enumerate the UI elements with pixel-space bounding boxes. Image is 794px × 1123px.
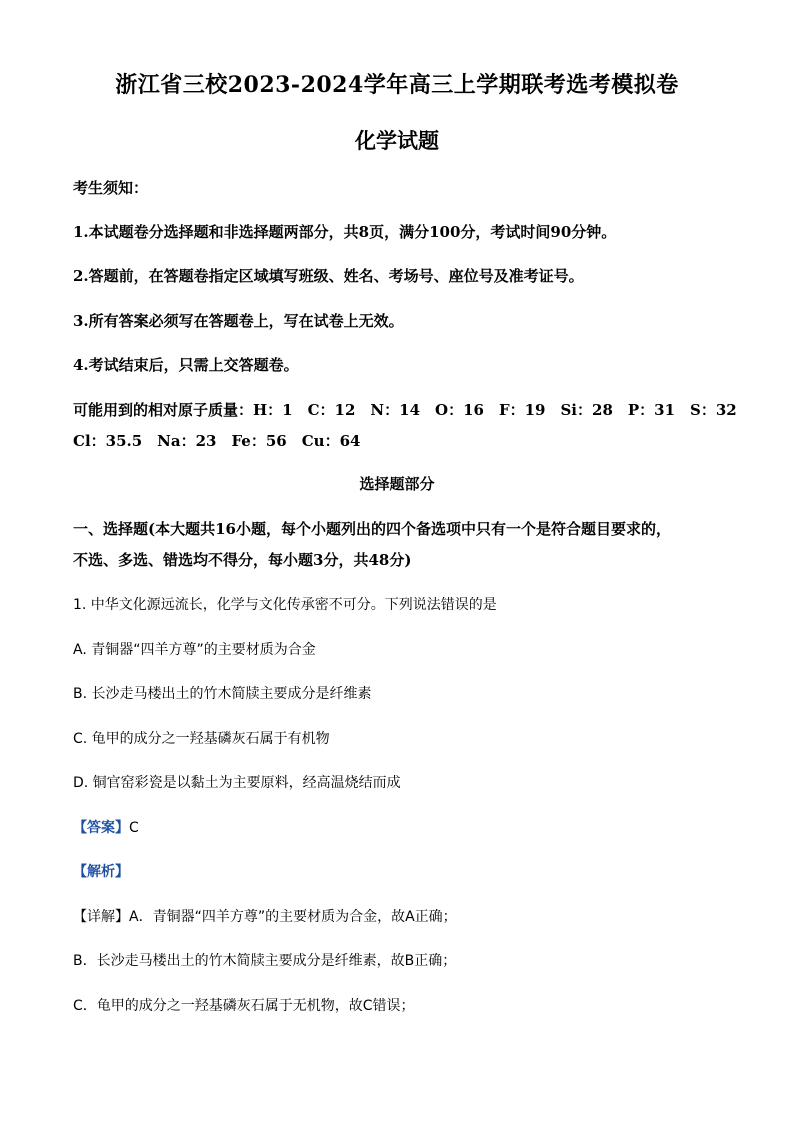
question-1-option-b: B. 长沙走马楼出土的竹木简牍主要成分是纤维素 bbox=[73, 686, 372, 702]
analysis-line bbox=[73, 862, 129, 882]
detail-tag: 【详解】 bbox=[73, 909, 129, 925]
detail-line-c: C．龟甲的成分之一羟基磷灰石属于无机物，故C错误； bbox=[73, 998, 415, 1014]
detail-line-b: B．长沙走马楼出土的竹木简牍主要成分是纤维素，故B正确； bbox=[73, 953, 457, 969]
question-1-option-d: D. 铜官窑彩瓷是以黏土为主要原料，经高温烧结而成 bbox=[73, 775, 401, 791]
question-1-stem: 1. 中华文化源远流长，化学与文化传承密不可分。下列说法错误的是 bbox=[73, 597, 497, 613]
answer-tag: 【答案】 bbox=[73, 820, 129, 836]
answer-line bbox=[73, 818, 139, 838]
question-1-option-a: A. 青铜器“四羊方尊”的主要材质为合金 bbox=[73, 642, 316, 658]
detail-line-a bbox=[73, 907, 457, 927]
page-title: 浙江省三校2023-2024学年高三上学期联考选考模拟卷 bbox=[115, 72, 679, 98]
analysis-tag: 【解析】 bbox=[73, 864, 129, 880]
question-1-option-c: C. 龟甲的成分之一羟基磷灰石属于有机物 bbox=[73, 731, 330, 747]
answer-value: C bbox=[129, 820, 139, 836]
notice-heading: 考生须知： bbox=[73, 179, 149, 197]
atomic-masses-line-1: 可能用到的相对原子质量：H：1 C：12 N：14 O：16 F：19 Si：28 P：31 S：32 bbox=[73, 401, 737, 419]
notice-item-2: 2.答题前，在答题卷指定区域填写班级、姓名、考场号、座位号及准考证号。 bbox=[73, 267, 584, 285]
atomic-masses-line-2: Cl：35.5 Na：23 Fe：56 Cu：64 bbox=[73, 432, 361, 450]
section-instruction-line-1: 一、选择题(本大题共16小题，每个小题列出的四个备选项中只有一个是符合题目要求的， bbox=[73, 520, 671, 538]
detail-text-a: A．青铜器“四羊方尊”的主要材质为合金，故A正确； bbox=[129, 909, 457, 925]
notice-item-4: 4.考试结束后，只需上交答题卷。 bbox=[73, 356, 299, 374]
page-subtitle: 化学试题 bbox=[355, 128, 439, 153]
section-instruction-line-2: 不选、多选、错选均不得分，每小题3分，共48分) bbox=[73, 551, 412, 569]
notice-item-3: 3.所有答案必须写在答题卷上，写在试卷上无效。 bbox=[73, 312, 404, 330]
section-title: 选择题部分 bbox=[359, 475, 435, 493]
notice-item-1: 1.本试题卷分选择题和非选择题两部分，共8页，满分100分，考试时间90分钟。 bbox=[73, 223, 617, 241]
